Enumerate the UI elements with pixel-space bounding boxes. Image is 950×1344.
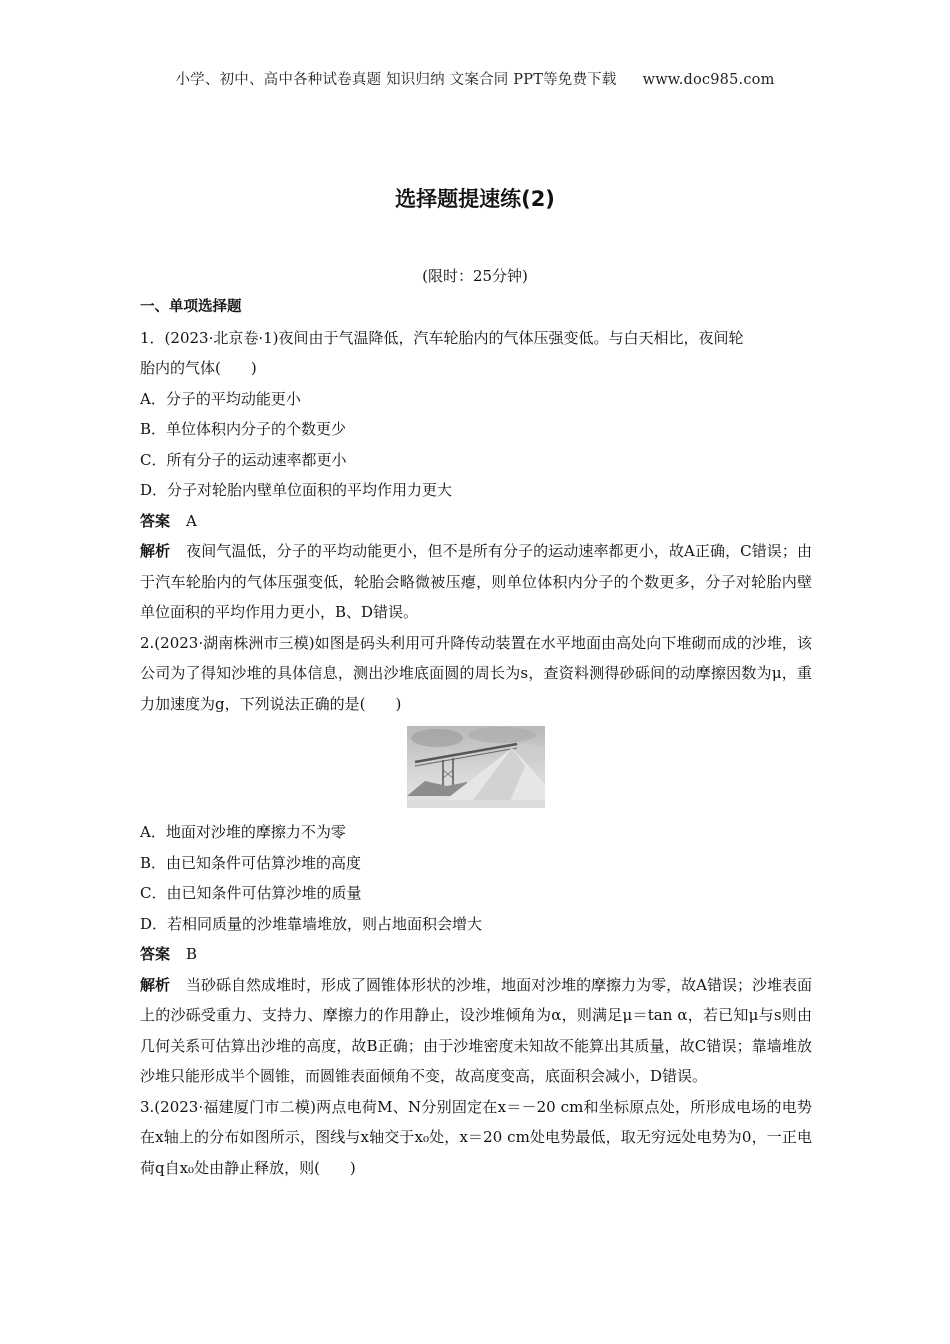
page-title: 选择题提速练(2) [395,187,555,211]
sand-pile-photo-icon [407,726,545,808]
q1-stem-line1: 1．(2023·北京卷·1)夜间由于气温降低，汽车轮胎内的气体压强变低。与白天相比，夜间轮 [140,328,744,347]
header-text: 小学、初中、高中各种试卷真题 知识归纳 文案合同 PPT等免费下载 [175,72,617,88]
q1-analysis [140,536,812,628]
q3-stem: 3.(2023·福建厦门市二模)两点电荷M、N分别固定在x＝－20 cm和坐标原点处，所形成电场的电势在x轴上的分布如图所示，图线与x轴交于x₀处，x＝20 cm处电势最低，取无穷远处电势为0，一正电荷q自x₀处由静止释放，则( ) [140,1097,812,1177]
header-url[interactable]: www.doc985.com [642,72,775,88]
answer-label: 答案 [140,945,171,963]
q2-analysis [140,970,812,1092]
question-2 [140,628,812,1092]
analysis-label: 解析 [140,975,171,994]
document-body [140,292,812,1183]
section-heading: 一、单项选择题 [140,299,242,315]
q2-answer [140,939,812,970]
q1-option-d: D．分子对轮胎内壁单位面积的平均作用力更大 [140,481,453,499]
q2-option-d: D．若相同质量的沙堆靠墙堆放，则占地面积会增大 [140,914,483,933]
q1-stem-line2: 胎内的气体( ) [140,359,257,377]
q1-option-a: A．分子的平均动能更小 [140,389,301,408]
q1-option-c: C．所有分子的运动速率都更小 [140,450,347,469]
answer-value: B [186,945,198,963]
analysis-text: 夜间气温低，分子的平均动能更小，但不是所有分子的运动速率都更小，故A正确，C错误；由于汽车轮胎内的气体压强变低，轮胎会略微被压瘪，则单位体积内分子的个数更多，分子对轮胎内壁单位面积的平均作用力更小，B、D错误。 [140,542,812,621]
q2-option-c: C．由已知条件可估算沙堆的质量 [140,884,362,902]
q2-option-a: A．地面对沙堆的摩擦力不为零 [140,823,346,841]
question-1 [140,323,812,628]
analysis-label: 解析 [140,542,171,560]
answer-label: 答案 [140,511,171,530]
time-limit: (限时：25分钟) [422,267,528,285]
page-header [0,68,950,89]
q2-figure [140,721,812,813]
answer-value: A [186,511,197,530]
q1-option-b: B．单位体积内分子的个数更少 [140,420,347,438]
analysis-text: 当砂砾自然成堆时，形成了圆锥体形状的沙堆，地面对沙堆的摩擦力为零，故A错误；沙堆表面上的沙砾受重力、支持力、摩擦力的作用静止，设沙堆倾角为α，则满足μ＝tan α，若已知μ与s则由几何关系可估算出沙堆的高度，故B正确；由于沙堆密度未知故不能算出其质量，故C错误；靠墙堆放沙堆只能形成半个圆锥，而圆锥表面倾角不变，故高度变高，底面积会减小，D错误。 [140,975,812,1085]
q1-answer [140,506,812,537]
q2-option-b: B．由已知条件可估算沙堆的高度 [140,853,362,872]
question-3 [140,1092,812,1184]
q2-stem: 2.(2023·湖南株洲市三模)如图是码头利用可升降传动装置在水平地面由高处向下堆砌而成的沙堆，该公司为了得知沙堆的具体信息，测出沙堆底面圆的周长为s，查资料测得砂砾间的动摩擦因数为μ，重力加速度为g，下列说法正确的是( ) [140,633,812,713]
